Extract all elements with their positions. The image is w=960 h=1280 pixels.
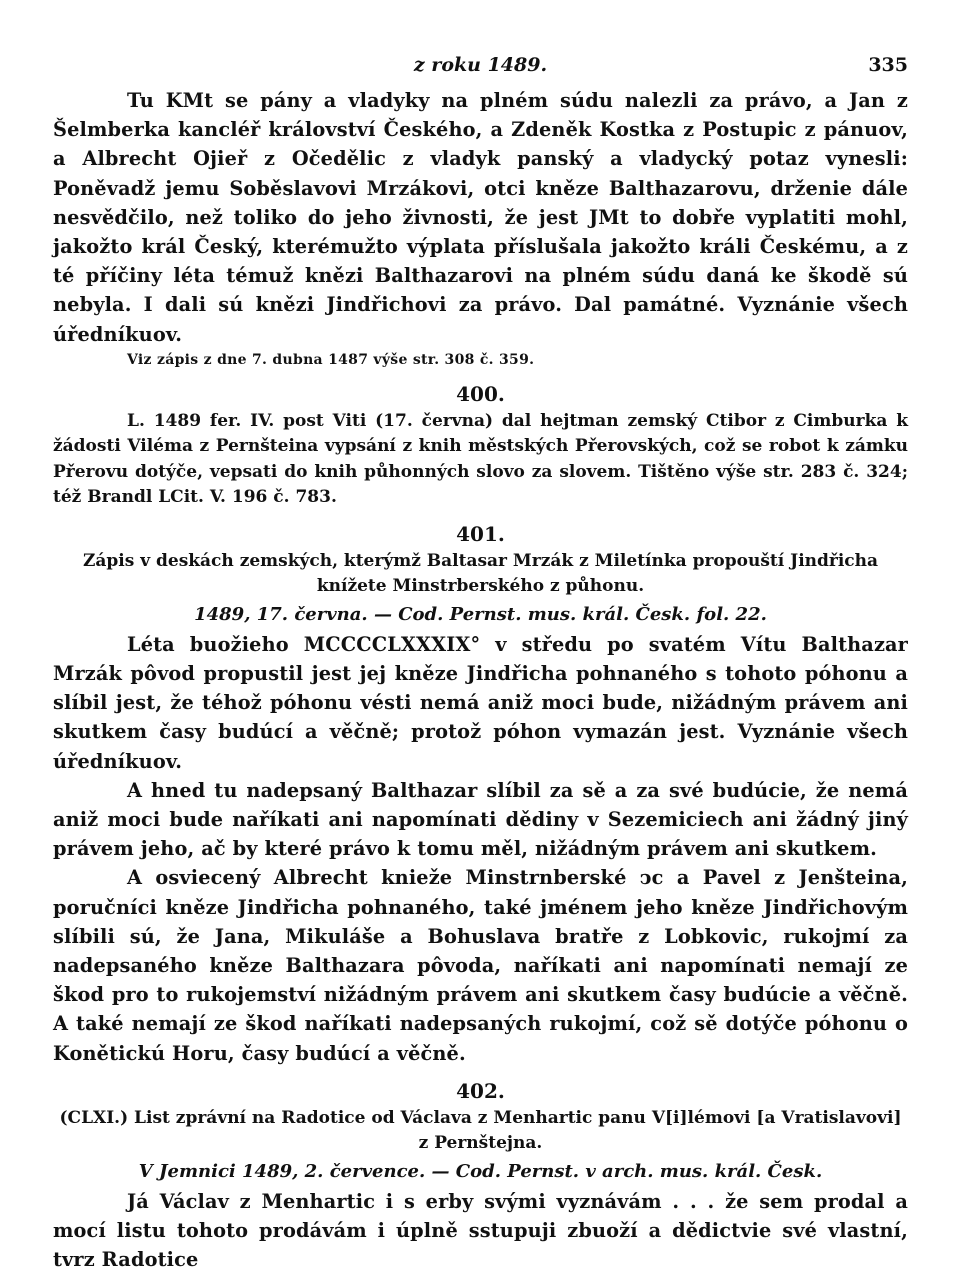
cross-reference-note: Viz zápis z dne 7. dubna 1487 výše str. 308 č. 359.: [127, 351, 535, 368]
document-401-paragraph-1: Léta buožieho MCCCCLXXXIX° v středu po svatém Vítu Balthazar Mrzák pôvod propustil jest jej kněze Jindřicha pohnaného s tohoto póhonu a slíbil jest, že téhož póhonu vésti nemá aniž moci bude, nižádným právem ani skutkem časy budúcí a věčně; protož póhon vymazán jest. Vyznánie všech úředníkuov.: [53, 632, 908, 773]
page-number: 335: [868, 54, 908, 76]
document-402-source: V Jemnici 1489, 2. července. — Cod. Pernst. v arch. mus. král. Česk.: [138, 1160, 823, 1182]
document-401-source: 1489, 17. června. — Cod. Pernst. mus. král. Česk. fol. 22.: [194, 603, 767, 625]
document-number-401: 401.: [456, 521, 505, 546]
document-400-text: L. 1489 fer. IV. post Viti (17. června) dal hejtman zemský Ctibor z Cimburka k žádosti Viléma z Pernšteina vypsání z knih městských Přerovských, což se robot k zámku Přerovu dotýče, vepsati do knih půhonných slovo za slovem. Tištěno výše str. 283 č. 324; též Brandl LCit. V. 196 č. 783.: [53, 410, 908, 508]
document-401-paragraph-3: A osviecený Albrecht knieže Minstrnberské ↄc a Pavel z Jenšteina, poručníci kněze Jindřicha pohnaného, také jménem jeho kněze Jindřichovým slíbili sú, že Jana, Mikuláše a Bohuslava bratře z Lobkovic, rukojmí za nadepsaného kněze Balthazara pôvoda, naříkati ani napomínati nemají ze škod pro to rukojemství nižádným právem ani skutkem časy budúcie a věčně. A také nemají ze škod naříkati nadepsaných rukojmí, což sě dotýče póhonu o Konětickú Horu, časy budúcí a věčně.: [53, 866, 908, 1065]
running-head: [53, 50, 908, 78]
document-402-regest: (CLXI.) List zprávní na Radotice od Václava z Menhartic panu V[i]lémovi [a Vratislavovi] z Pernštejna.: [59, 1107, 902, 1154]
paragraph-verdict: Tu KMt se pány a vladyky na plném súdu nalezli za právo, a Jan z Šelmberka kancléř království Českého, a Zdeněk Kostka z Postupic z pánuov, a Albrecht Ojieř z Očedělic z vladyk panský a vladycký potaz vynesli: Poněvadž jemu Soběslavovi Mrzákovi, otci kněze Balthazarovu, drženie dále nesvědčilo, než toliko do jeho živnosti, že jest JMt to dobře vyplatiti mohl, jakožto král Český, kterémužto výplata příslušala jakožto králi Českému, a z té příčiny léta témuž knězi Balthazarovi na plném súdu daná ke škodě sú nebyla. I dali sú knězi Jindřichovi za právo. Dal památné. Vyznánie všech úředníkuov.: [53, 89, 908, 346]
document-402-paragraph: Já Václav z Menhartic i s erby svými vyznávám . . . že sem prodal a mocí listu tohoto prodávám i úplně sstupuji zbuoží a dědictvie své vlastní, tvrz Radotice: [53, 1189, 908, 1272]
document-401-regest: Zápis v deskách zemských, kterýmž Baltasar Mrzák z Miletínka propouští Jindřicha knížete Minstrberského z půhonu.: [82, 550, 879, 597]
document-401-paragraph-2: A hned tu nadepsaný Balthazar slíbil za sě a za své budúcie, že nemá aniž moci bude naříkati ani napomínati dědiny v Sezemiciech ani žádný jiný právem jeho, ač by které právo k tomu měl, nižádným právem ani skutkem.: [53, 778, 908, 861]
document-number-400: 400.: [456, 381, 505, 406]
book-page: [53, 50, 908, 1274]
document-number-402: 402.: [456, 1078, 505, 1103]
running-title: z roku 1489.: [413, 54, 548, 76]
